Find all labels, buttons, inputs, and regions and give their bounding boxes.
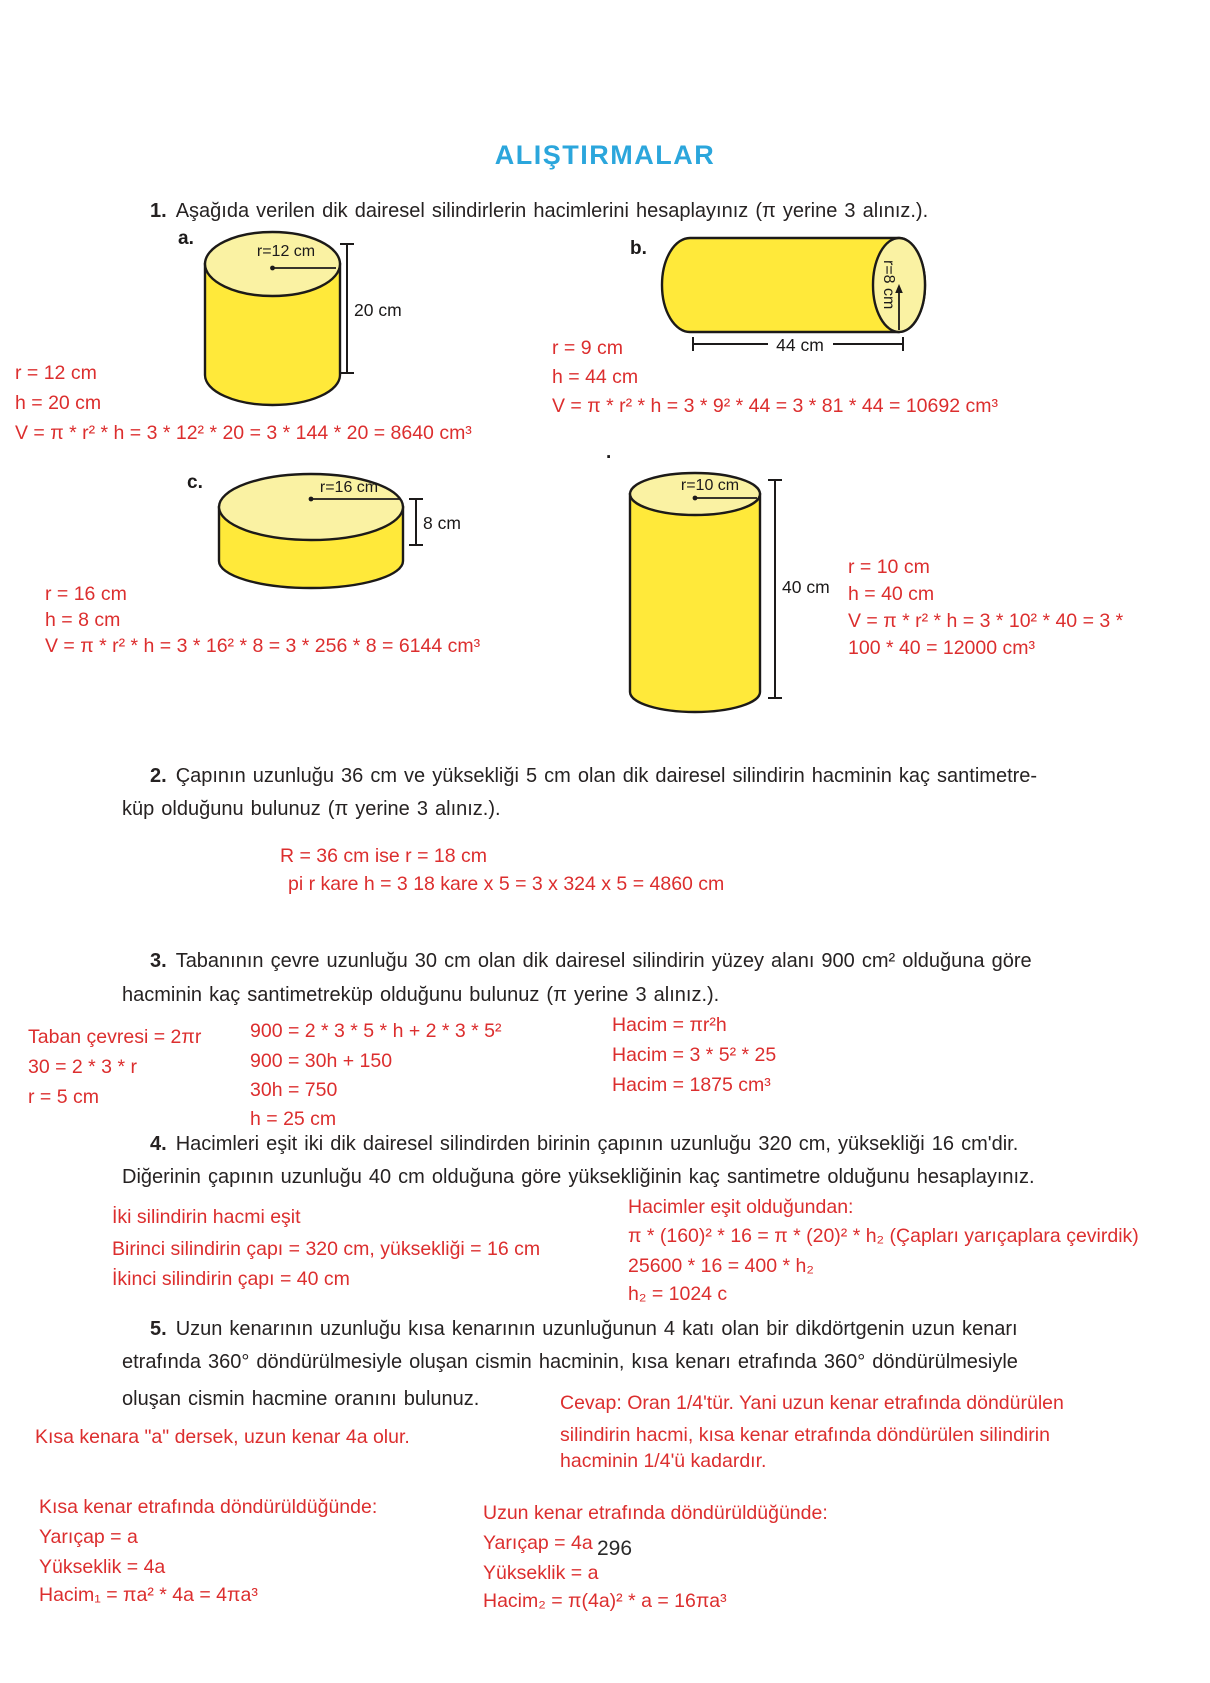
answer-line: h = 40 cm xyxy=(848,583,935,605)
figure-b-label: b. xyxy=(630,238,647,259)
solution-line: Yükseklik = 4a xyxy=(39,1556,166,1578)
problem-5-number: 5. xyxy=(150,1318,167,1340)
figure-d-label: . xyxy=(606,442,612,463)
answer-line: h = 44 cm xyxy=(552,366,639,388)
cylinder-c-figure xyxy=(175,455,495,590)
answer-line: V = π * r² * h = 3 * 12² * 20 = 3 * 144 * 20 = 8640 cm³ xyxy=(15,422,472,444)
figure-c-label: c. xyxy=(187,472,203,493)
solution-line: Hacim = 1875 cm³ xyxy=(612,1074,771,1096)
length-label-b: 44 cm xyxy=(776,335,824,355)
problem-4-text-line: Hacimleri eşit iki dik dairesel silindirden birinin çapının uzunluğu 320 cm, yüksekliği 16 cm'dir. xyxy=(175,1133,1019,1155)
solution-line: 30h = 750 xyxy=(250,1079,338,1101)
page-number: 296 xyxy=(597,1537,633,1560)
answer-line: r = 12 cm xyxy=(15,362,97,384)
height-label-d: 40 cm xyxy=(782,577,830,597)
problem-5-text-line: etrafında 360° döndürülmesiyle oluşan cismin hacminin, kısa kenarı etrafında 360° döndürülmesiyle xyxy=(122,1351,1018,1373)
solution-line: π * (160)² * 16 = π * (20)² * h₂ (Çapları yarıçaplara çevirdik) xyxy=(628,1225,1139,1247)
height-label-c: 8 cm xyxy=(423,513,461,533)
solution-line: 25600 * 16 = 400 * h₂ xyxy=(628,1255,814,1277)
problem-3-text-line: hacminin kaç santimetreküp olduğunu bulunuz (π yerine 3 alınız.). xyxy=(122,984,720,1006)
figure-a-label: a. xyxy=(178,228,194,249)
solution-line: Hacim = πr²h xyxy=(612,1014,727,1036)
solution-line: İkinci silindirin çapı = 40 cm xyxy=(112,1268,350,1290)
solution-line: Hacim₁ = πa² * 4a = 4πa³ xyxy=(39,1584,258,1606)
radius-label-d: r=10 cm xyxy=(680,477,740,494)
solution-line: Yükseklik = a xyxy=(483,1562,599,1584)
radius-label-c: r=16 cm xyxy=(319,479,379,496)
answer-line: V = π * r² * h = 3 * 10² * 40 = 3 * xyxy=(848,610,1124,632)
answer-line: silindirin hacmi, kısa kenar etrafında döndürülen silindirin xyxy=(560,1424,1050,1446)
radius-label-a: r=12 cm xyxy=(256,243,316,260)
answer-line: r = 16 cm xyxy=(45,583,127,605)
solution-line: Hacim = 3 * 5² * 25 xyxy=(612,1044,777,1066)
problem-1-number: 1. xyxy=(150,200,167,222)
solution-line: h = 25 cm xyxy=(250,1108,337,1130)
cylinder-a-top xyxy=(205,232,340,296)
solution-note: Kısa kenara "a" dersek, uzun kenar 4a olur. xyxy=(35,1426,410,1448)
solution-line: 900 = 2 * 3 * 5 * h + 2 * 3 * 5² xyxy=(250,1020,502,1042)
answer-line: V = π * r² * h = 3 * 9² * 44 = 3 * 81 * 44 = 10692 cm³ xyxy=(552,395,998,417)
answer-line: h = 8 cm xyxy=(45,609,121,631)
problem-4-statement xyxy=(150,1133,1018,1156)
problem-1-text: Aşağıda verilen dik dairesel silindirlerin hacimlerini hesaplayınız (π yerine 3 alınız.). xyxy=(175,200,929,222)
solution-line: Yarıçap = a xyxy=(39,1526,138,1548)
solution-line: 30 = 2 * 3 * r xyxy=(28,1056,137,1078)
solution-line: Hacim₂ = π(4a)² * a = 16πa³ xyxy=(483,1590,727,1612)
problem-3-number: 3. xyxy=(150,950,167,972)
answer-line: Cevap: Oran 1/4'tür. Yani uzun kenar etrafında döndürülen xyxy=(560,1392,1064,1414)
cylinder-a-figure xyxy=(170,222,415,422)
problem-2-statement xyxy=(150,765,1037,788)
problem-5-text-line: oluşan cismin hacmine oranını bulunuz. xyxy=(122,1388,480,1410)
problem-2-number: 2. xyxy=(150,765,167,787)
answer-line: h = 20 cm xyxy=(15,392,102,414)
problem-1-statement xyxy=(150,200,928,223)
solution-line: Taban çevresi = 2πr xyxy=(28,1026,202,1048)
cylinder-b-figure xyxy=(618,222,948,362)
answer-line: pi r kare h = 3 18 kare x 5 = 3 x 324 x 5 = 4860 cm xyxy=(288,873,725,895)
problem-4-number: 4. xyxy=(150,1133,167,1155)
problem-2-text-line: küp olduğunu bulunuz (π yerine 3 alınız.). xyxy=(122,798,501,820)
solution-line: Birinci silindirin çapı = 320 cm, yüksekliği = 16 cm xyxy=(112,1238,541,1260)
problem-5-text-line: Uzun kenarının uzunluğu kısa kenarının uzunluğunun 4 katı olan bir dikdörtgenin uzun kenarı xyxy=(175,1318,1018,1340)
problem-4-text-line: Diğerinin çapının uzunluğu 40 cm olduğuna göre yüksekliğinin kaç santimetre olduğunu hesaplayınız. xyxy=(122,1166,1035,1188)
answer-line: V = π * r² * h = 3 * 16² * 8 = 3 * 256 * 8 = 6144 cm³ xyxy=(45,635,481,657)
answer-line: 100 * 40 = 12000 cm³ xyxy=(848,637,1036,659)
height-label-a: 20 cm xyxy=(354,300,402,320)
problem-3-statement xyxy=(150,950,1032,973)
answer-line: r = 9 cm xyxy=(552,337,623,359)
radius-label-b: r=8 cm xyxy=(880,260,897,310)
solution-line: Kısa kenar etrafında döndürüldüğünde: xyxy=(39,1496,378,1518)
solution-line: Yarıçap = 4a xyxy=(483,1532,593,1554)
solution-line: İki silindirin hacmi eşit xyxy=(112,1206,301,1228)
answer-line: r = 10 cm xyxy=(848,556,930,578)
answer-line: R = 36 cm ise r = 18 cm xyxy=(280,845,487,867)
page-title: ALIŞTIRMALAR xyxy=(494,140,716,170)
solution-line: r = 5 cm xyxy=(28,1086,99,1108)
problem-3-text-line: Tabanının çevre uzunluğu 30 cm olan dik dairesel silindirin yüzey alanı 900 cm² olduğuna göre xyxy=(175,950,1032,972)
answer-line: hacminin 1/4'ü kadardır. xyxy=(560,1450,767,1472)
solution-line: 900 = 30h + 150 xyxy=(250,1050,393,1072)
solution-line: h₂ = 1024 c xyxy=(628,1283,728,1305)
cylinder-d-figure xyxy=(600,440,840,725)
solution-line: Uzun kenar etrafında döndürüldüğünde: xyxy=(483,1502,828,1524)
problem-2-text-line: Çapının uzunluğu 36 cm ve yüksekliği 5 cm olan dik dairesel silindirin hacminin kaç santimetre- xyxy=(175,765,1038,787)
solution-line: Hacimler eşit olduğundan: xyxy=(628,1196,854,1218)
problem-5-statement xyxy=(150,1318,1018,1341)
cylinder-d-body xyxy=(630,494,760,712)
